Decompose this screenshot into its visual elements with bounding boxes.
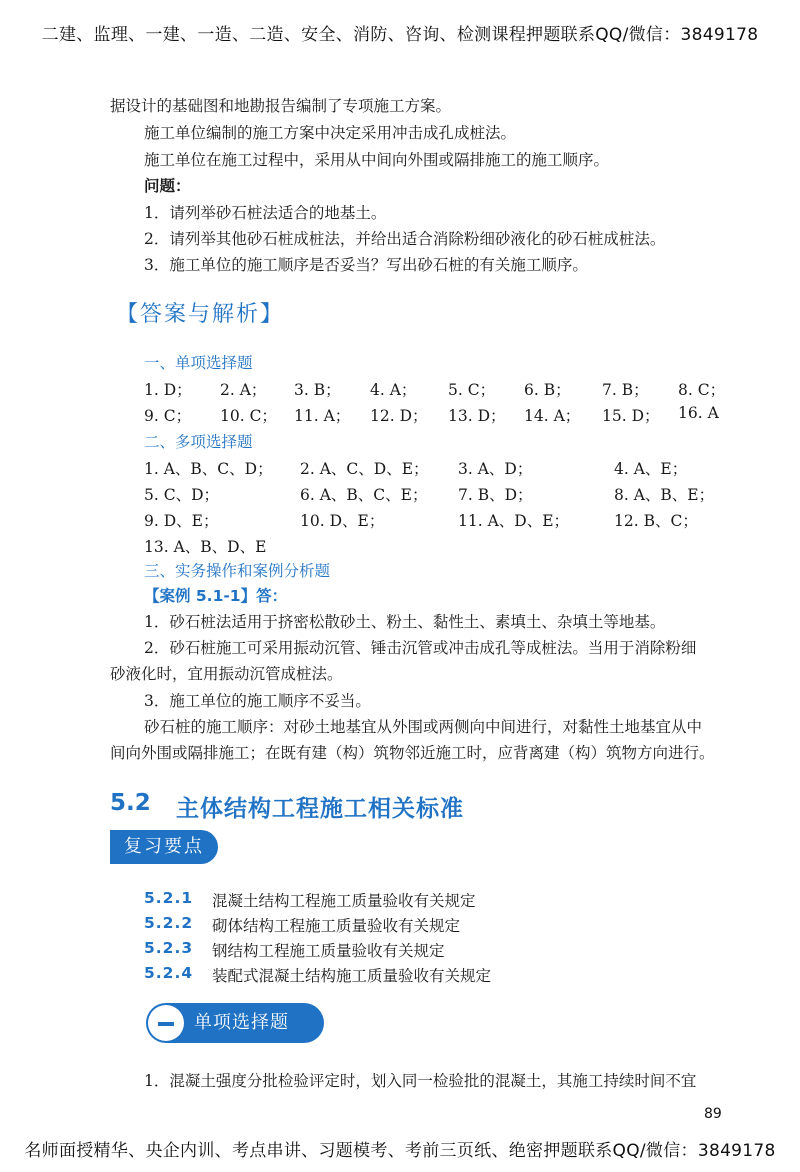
chip-label: 单项选择题 — [194, 1012, 289, 1033]
answer-cell: 2. A、C、D、E； — [300, 460, 429, 478]
question-line: 1．混凝土强度分批检验评定时，划入同一检验批的混凝土，其施工持续时间不宜 — [144, 1072, 697, 1090]
answer-cell: 1. D； — [144, 381, 192, 399]
intro-line: 施工单位编制的施工方案中决定采用冲击成孔成桩法。 — [144, 124, 517, 142]
toc-number: 5.2.2 — [144, 914, 194, 932]
single-choice-chip — [146, 1003, 324, 1043]
toc-number: 5.2.1 — [144, 889, 194, 907]
question-item: 3．施工单位的施工顺序是否妥当？写出砂石桩的有关施工顺序。 — [144, 256, 588, 274]
question-label: 问题： — [144, 176, 191, 195]
answer-cell: 11. A、D、E； — [458, 512, 570, 530]
multi-choice-heading: 二、多项选择题 — [144, 433, 253, 451]
case-answer-line: 1．砂石桩法适用于挤密松散砂土、粉土、黏性土、素填土、杂填土等地基。 — [144, 613, 666, 631]
answer-cell: 7. B、D； — [458, 486, 533, 504]
page-footer: 名师面授精华、央企内训、考点串讲、习题模考、考前三页纸、绝密押题联系QQ/微信：3849178 — [24, 1141, 776, 1161]
answer-cell: 4. A； — [370, 381, 417, 399]
review-points-label: 复习要点 — [110, 830, 218, 864]
answer-cell: 2. A； — [220, 381, 267, 399]
answer-cell: 12. B、C； — [614, 512, 698, 530]
toc-item: 砌体结构工程施工质量验收有关规定 — [212, 917, 461, 935]
case-answer-line: 2．砂石桩施工可采用振动沉管、锤击沉管或冲击成孔等成桩法。当用于消除粉细 — [144, 639, 697, 657]
toc-item: 钢结构工程施工质量验收有关规定 — [212, 942, 445, 960]
answer-cell: 4. A、E； — [614, 460, 688, 478]
section-title: 主体结构工程施工相关标准 — [176, 796, 464, 822]
answer-cell: 9. C； — [144, 407, 192, 425]
page-number: 89 — [704, 1106, 722, 1122]
question-item: 1．请列举砂石桩法适合的地基土。 — [144, 204, 387, 222]
question-item: 2．请列举其他砂石桩成桩法，并给出适合消除粉细砂液化的砂石桩成桩法。 — [144, 230, 666, 248]
answer-cell: 3. B； — [294, 381, 341, 399]
answer-cell: 16. A — [678, 404, 719, 422]
case-answer-line: 砂液化时，宜用振动沉管成桩法。 — [110, 665, 343, 683]
multi-answer-row — [0, 457, 800, 479]
answer-cell: 8. A、B、E； — [614, 486, 715, 504]
answer-cell: 11. A； — [294, 407, 351, 425]
page-header: 二建、监理、一建、一造、二造、安全、消防、咨询、检测课程押题联系QQ/微信：3849178 — [41, 25, 759, 45]
answer-cell: 8. C； — [678, 381, 726, 399]
answer-cell: 5. C、D； — [144, 486, 220, 504]
answer-cell: 13. A、B、D、E — [144, 538, 267, 556]
answer-cell: 13. D； — [448, 407, 506, 425]
answer-section-title: 【答案与解析】 — [116, 302, 285, 327]
single-answer-row — [0, 404, 800, 426]
practice-heading: 三、实务操作和案例分析题 — [144, 562, 331, 580]
toc-number: 5.2.4 — [144, 964, 194, 982]
dash-icon — [158, 1022, 174, 1026]
answer-cell: 10. D、E； — [300, 512, 385, 530]
answer-cell: 12. D； — [370, 407, 428, 425]
toc-item: 装配式混凝土结构施工质量验收有关规定 — [212, 967, 492, 985]
answer-cell: 10. C； — [220, 407, 277, 425]
answer-cell: 14. A； — [524, 407, 581, 425]
multi-answer-row — [0, 483, 800, 505]
toc-number: 5.2.3 — [144, 939, 194, 957]
toc-item: 混凝土结构工程施工质量验收有关规定 — [212, 892, 476, 910]
answer-cell: 1. A、B、C、D； — [144, 460, 273, 478]
dash-circle-icon — [148, 1005, 184, 1041]
answer-cell: 7. B； — [602, 381, 649, 399]
answer-cell: 9. D、E； — [144, 512, 219, 530]
case-answer-line: 砂石桩的施工顺序：对砂土地基宜从外围或两侧向中间进行，对黏性土地基宜从中 — [144, 718, 703, 736]
answer-cell: 5. C； — [448, 381, 496, 399]
answer-cell: 6. A、B、C、E； — [300, 486, 428, 504]
multi-answer-row — [0, 509, 800, 531]
single-choice-heading: 一、单项选择题 — [144, 354, 253, 372]
case-label: 【案例 5.1-1】答： — [144, 587, 288, 605]
intro-line: 施工单位在施工过程中，采用从中间向外围或隔排施工的施工顺序。 — [144, 151, 610, 169]
answer-cell: 15. D； — [602, 407, 660, 425]
single-answer-row — [0, 378, 800, 400]
case-answer-line: 3．施工单位的施工顺序不妥当。 — [144, 692, 371, 710]
case-answer-line: 间向外围或隔排施工；在既有建（构）筑物邻近施工时，应背离建（构）筑物方向进行。 — [110, 744, 715, 762]
section-number: 5.2 — [110, 790, 151, 816]
multi-answer-row — [0, 535, 800, 557]
answer-cell: 6. B； — [524, 381, 571, 399]
intro-line: 据设计的基础图和地勘报告编制了专项施工方案。 — [110, 97, 452, 115]
answer-cell: 3. A、D； — [458, 460, 533, 478]
